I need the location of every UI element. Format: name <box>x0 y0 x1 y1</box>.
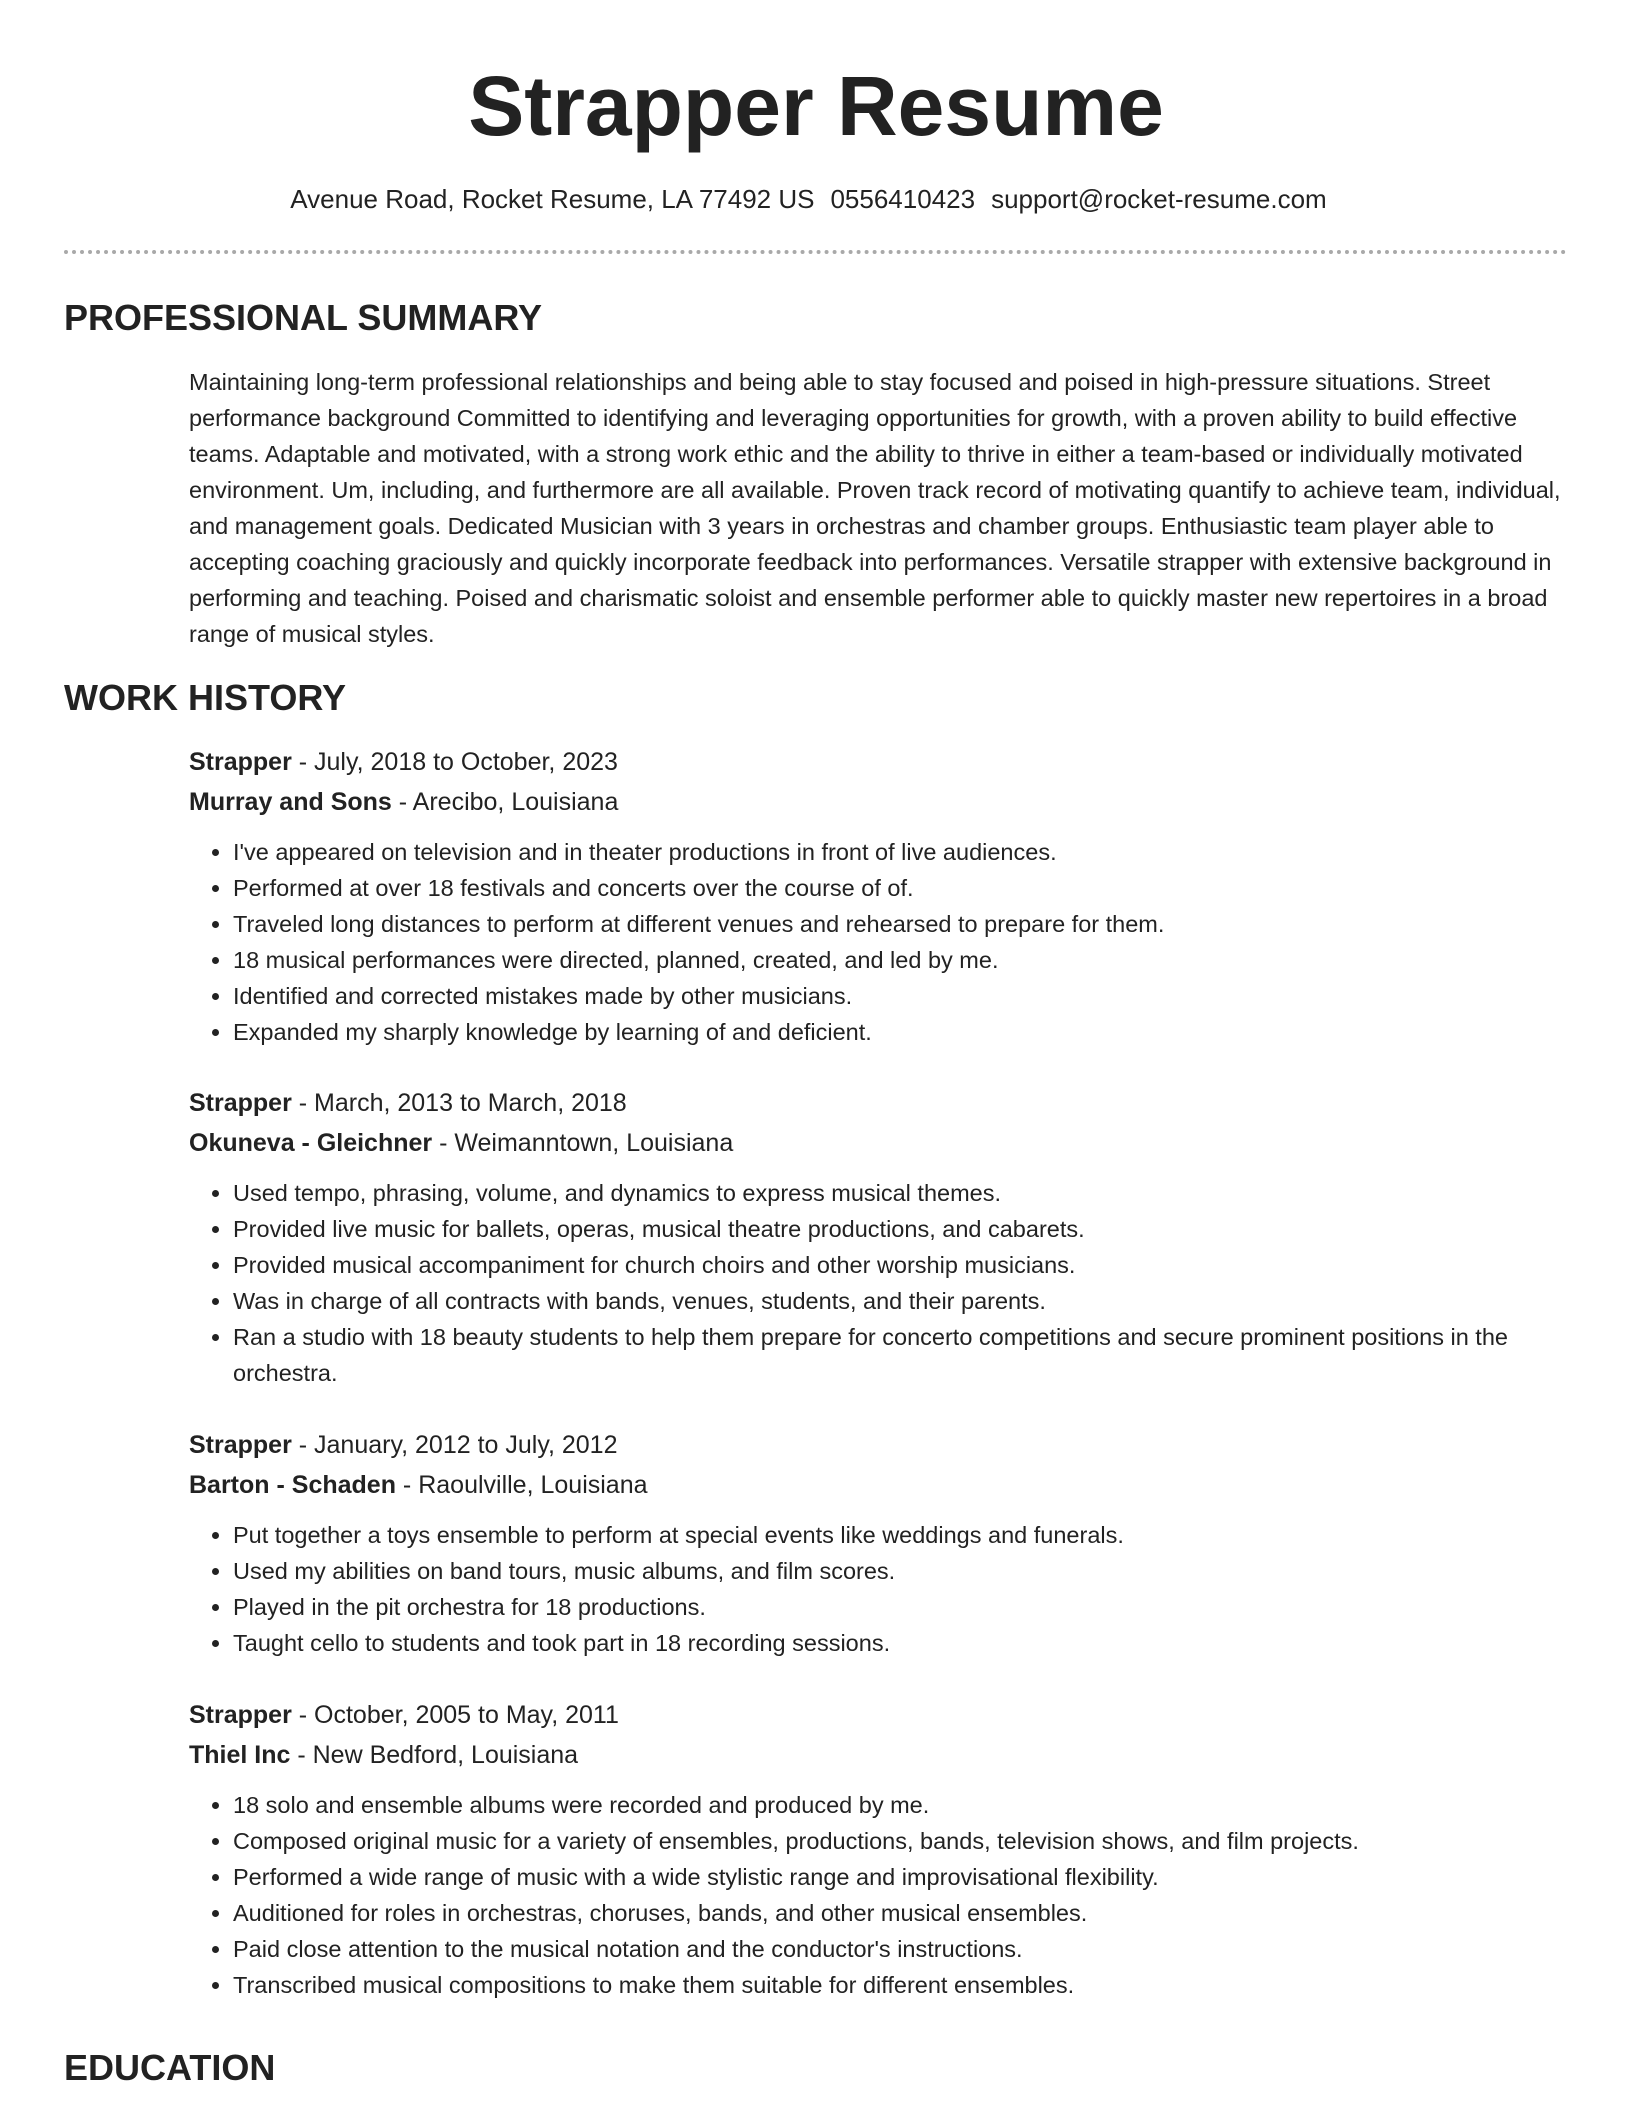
job-bullet: • Used tempo, phrasing, volume, and dynamics to express musical themes. <box>233 1175 1569 1211</box>
job-bullet: • Provided musical accompaniment for church choirs and other worship musicians. <box>233 1247 1569 1283</box>
contact-email: support@rocket-resume.com <box>991 184 1327 214</box>
job-bullet: • Transcribed musical compositions to make them suitable for different ensembles. <box>233 1967 1569 2003</box>
job-entry <box>189 1695 1569 2003</box>
job-bullet: • Traveled long distances to perform at different venues and rehearsed to prepare for them. <box>233 906 1569 942</box>
job-dates: - July, 2018 to October, 2023 <box>291 748 618 776</box>
job-dates: - January, 2012 to July, 2012 <box>291 1431 618 1459</box>
job-company: Barton - Schaden <box>189 1471 396 1499</box>
job-bullet: • Identified and corrected mistakes made by other musicians. <box>233 978 1569 1014</box>
job-bullets <box>189 1175 1569 1391</box>
job-title-line <box>189 1083 1569 1123</box>
job-dates: - October, 2005 to May, 2011 <box>291 1701 619 1729</box>
job-title-line <box>189 742 1569 782</box>
job-bullet: • Auditioned for roles in orchestras, choruses, bands, and other musical ensembles. <box>233 1895 1569 1931</box>
job-bullets <box>189 834 1569 1050</box>
job-bullet: • Taught cello to students and took part in 18 recording sessions. <box>233 1625 1569 1661</box>
job-bullet: • Paid close attention to the musical notation and the conductor's instructions. <box>233 1931 1569 1967</box>
job-bullet: • I've appeared on television and in theater productions in front of live audiences. <box>233 834 1569 870</box>
job-title-line <box>189 1695 1569 1735</box>
job-company-line <box>189 1735 1569 1775</box>
job-location: - Raoulville, Louisiana <box>395 1471 648 1499</box>
contact-address: Avenue Road, Rocket Resume, LA 77492 US <box>290 184 815 214</box>
job-bullet: • 18 solo and ensemble albums were recorded and produced by me. <box>233 1787 1569 1823</box>
job-title-line <box>189 1425 1569 1465</box>
job-bullet: • Used my abilities on band tours, music albums, and film scores. <box>233 1553 1569 1589</box>
job-entry <box>189 742 1569 1050</box>
section-title-work-history: WORK HISTORY <box>64 677 347 718</box>
job-company-line <box>189 1123 1569 1163</box>
job-bullet: • Expanded my sharply knowledge by learning of and deficient. <box>233 1014 1569 1050</box>
job-role: Strapper <box>189 1089 292 1117</box>
job-role: Strapper <box>189 748 292 776</box>
contact-phone: 0556410423 <box>830 184 976 214</box>
job-bullet: • Was in charge of all contracts with bands, venues, students, and their parents. <box>233 1283 1569 1319</box>
job-bullet: • Ran a studio with 18 beauty students to help them prepare for concerto competitions and secure prominent positions in the orchestra. <box>233 1319 1569 1391</box>
job-entry <box>189 1425 1569 1661</box>
job-location: - New Bedford, Louisiana <box>290 1741 579 1769</box>
job-role: Strapper <box>189 1701 292 1729</box>
job-company: Murray and Sons <box>189 788 392 816</box>
job-bullets <box>189 1517 1569 1661</box>
job-company: Thiel Inc <box>189 1741 291 1769</box>
section-title-summary: PROFESSIONAL SUMMARY <box>64 297 543 338</box>
job-company-line <box>189 782 1569 822</box>
job-bullet: • Played in the pit orchestra for 18 productions. <box>233 1589 1569 1625</box>
header-divider <box>64 250 1567 254</box>
section-title-education: EDUCATION <box>64 2047 276 2088</box>
job-location: - Weimanntown, Louisiana <box>432 1129 734 1157</box>
job-location: - Arecibo, Louisiana <box>391 788 619 816</box>
job-company-line <box>189 1465 1569 1505</box>
job-entry <box>189 1083 1569 1391</box>
job-bullet: • Composed original music for a variety of ensembles, productions, bands, television shows, and film projects. <box>233 1823 1569 1859</box>
job-bullet: • Provided live music for ballets, operas, musical theatre productions, and cabarets. <box>233 1211 1569 1247</box>
job-bullet: • Performed a wide range of music with a wide stylistic range and improvisational flexibility. <box>233 1859 1569 1895</box>
job-role: Strapper <box>189 1431 292 1459</box>
job-bullet: • Put together a toys ensemble to perform at special events like weddings and funerals. <box>233 1517 1569 1553</box>
contact-line <box>0 179 1617 219</box>
job-dates: - March, 2013 to March, 2018 <box>291 1089 627 1117</box>
job-bullet: • Performed at over 18 festivals and concerts over the course of of. <box>233 870 1569 906</box>
resume-name: Strapper Resume <box>468 59 1164 153</box>
job-company: Okuneva - Gleichner <box>189 1129 433 1157</box>
job-bullets <box>189 1787 1569 2003</box>
job-bullet: • 18 musical performances were directed, planned, created, and led by me. <box>233 942 1569 978</box>
summary-text: Maintaining long-term professional relationships and being able to stay focused and poised in high-pressure situations. Street performance background Committed to identifying and leveraging opportunities for growth, with a proven ability to build effective teams. Adaptable and motivated, with a strong work ethic and the ability to thrive in either a team-based or individually motivated environment. Um, including, and furthermore are all available. Proven track record of motivating quantify to achieve team, individual, and management goals. Dedicated Musician with 3 years in orchestras and chamber groups. Enthusiastic team player able to accepting coaching graciously and quickly incorporate feedback into performances. Versatile strapper with extensive background in performing and teaching. Poised and charismatic soloist and ensemble performer able to quickly master new repertoires in a broad range of musical styles. <box>189 369 1561 647</box>
